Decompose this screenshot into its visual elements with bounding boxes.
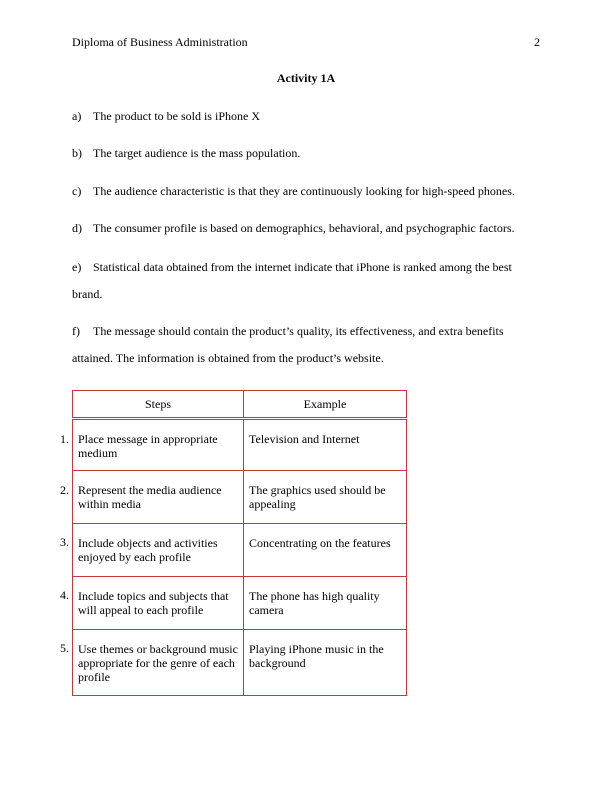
table-row [73, 524, 407, 577]
step-cell: Use themes or background music appropriate for the genre of each profile [73, 630, 244, 696]
table-row [73, 471, 407, 524]
paragraph-label: f) [72, 324, 80, 338]
example-cell: Playing iPhone music in the background [244, 630, 407, 696]
paragraph-label: a) [72, 109, 82, 123]
running-header-title: Diploma of Business Administration [72, 35, 248, 49]
table-row [73, 630, 407, 696]
example-cell: Television and Internet [244, 419, 407, 471]
paragraph-a [72, 103, 542, 130]
paragraph-e [72, 254, 542, 308]
table-row [73, 419, 407, 471]
document-title: Activity 1A [276, 71, 336, 85]
step-cell: Represent the media audience within media [73, 471, 244, 524]
row-number: 1. [60, 432, 69, 446]
row-number: 5. [60, 641, 69, 655]
paragraph-text: The consumer profile is based on demographics, behavioral, and psychographic factors. [93, 221, 515, 235]
page-number: 2 [534, 35, 540, 49]
paragraph-text: The target audience is the mass population. [93, 146, 301, 160]
column-header-steps: Steps [73, 391, 244, 419]
paragraph-text: The audience characteristic is that they are continuously looking for high-speed phones. [93, 184, 515, 198]
paragraph-text: The product to be sold is iPhone X [93, 109, 260, 123]
table-header-row [73, 391, 407, 419]
paragraph-d [72, 215, 542, 242]
row-number: 2. [60, 483, 69, 497]
step-cell: Include objects and activities enjoyed by each profile [73, 524, 244, 577]
example-cell: The graphics used should be appealing [244, 471, 407, 524]
paragraph-label: b) [72, 146, 82, 160]
column-header-example: Example [244, 391, 407, 419]
paragraph-label: e) [72, 260, 82, 274]
example-cell: The phone has high quality camera [244, 577, 407, 630]
paragraph-f [72, 318, 542, 372]
paragraph-text: The message should contain the product’s quality, its effectiveness, and extra benefits attained. The information is obtained from the product’s website. [72, 324, 504, 365]
paragraph-b [72, 140, 542, 167]
step-cell: Include topics and subjects that will appeal to each profile [73, 577, 244, 630]
paragraph-label: d) [72, 221, 82, 235]
steps-table [72, 390, 407, 696]
step-cell: Place message in appropriate medium [73, 419, 244, 471]
paragraph-text: Statistical data obtained from the internet indicate that iPhone is ranked among the best brand. [72, 260, 512, 301]
row-number: 3. [60, 535, 69, 549]
paragraph-c [72, 178, 542, 205]
row-number: 4. [60, 588, 69, 602]
table-row [73, 577, 407, 630]
example-cell: Concentrating on the features [244, 524, 407, 577]
paragraph-label: c) [72, 184, 82, 198]
